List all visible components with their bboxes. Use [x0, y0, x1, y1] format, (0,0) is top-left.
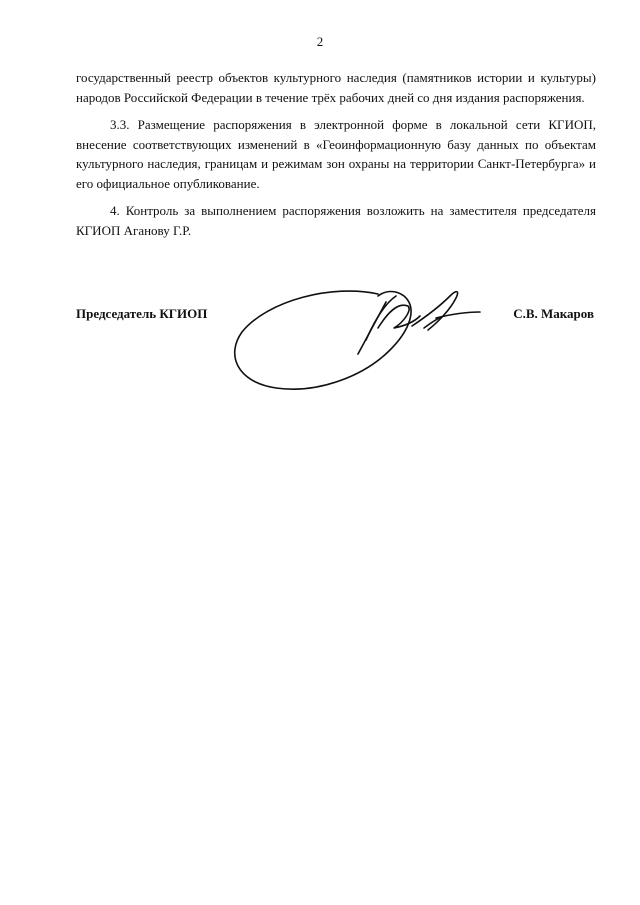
handwritten-signature-icon: [228, 282, 488, 394]
document-body: [76, 68, 596, 248]
signatory-name: С.В. Макаров: [513, 306, 594, 321]
paragraph-item-4: 4. Контроль за выполнением распоряжения возложить на заместителя председателя КГИОП Аганову Г.Р.: [76, 203, 596, 238]
paragraph-registry-continuation: государственный реестр объектов культурного наследия (памятников истории и культуры) народов Российской Федерации в течение трёх рабочих дней со дня издания распоряжения.: [76, 70, 596, 105]
signatory-title: Председатель КГИОП: [76, 306, 208, 321]
paragraph-item-3-3: 3.3. Размещение распоряжения в электронной форме в локальной сети КГИОП, внесение соответствующих изменений в «Геоинформационную базу данных по объектам культурного наследия, границам и режимам зон охраны на территории Санкт-Петербурга» и его официальное опубликование.: [76, 117, 596, 191]
page-number: 2: [316, 34, 324, 49]
